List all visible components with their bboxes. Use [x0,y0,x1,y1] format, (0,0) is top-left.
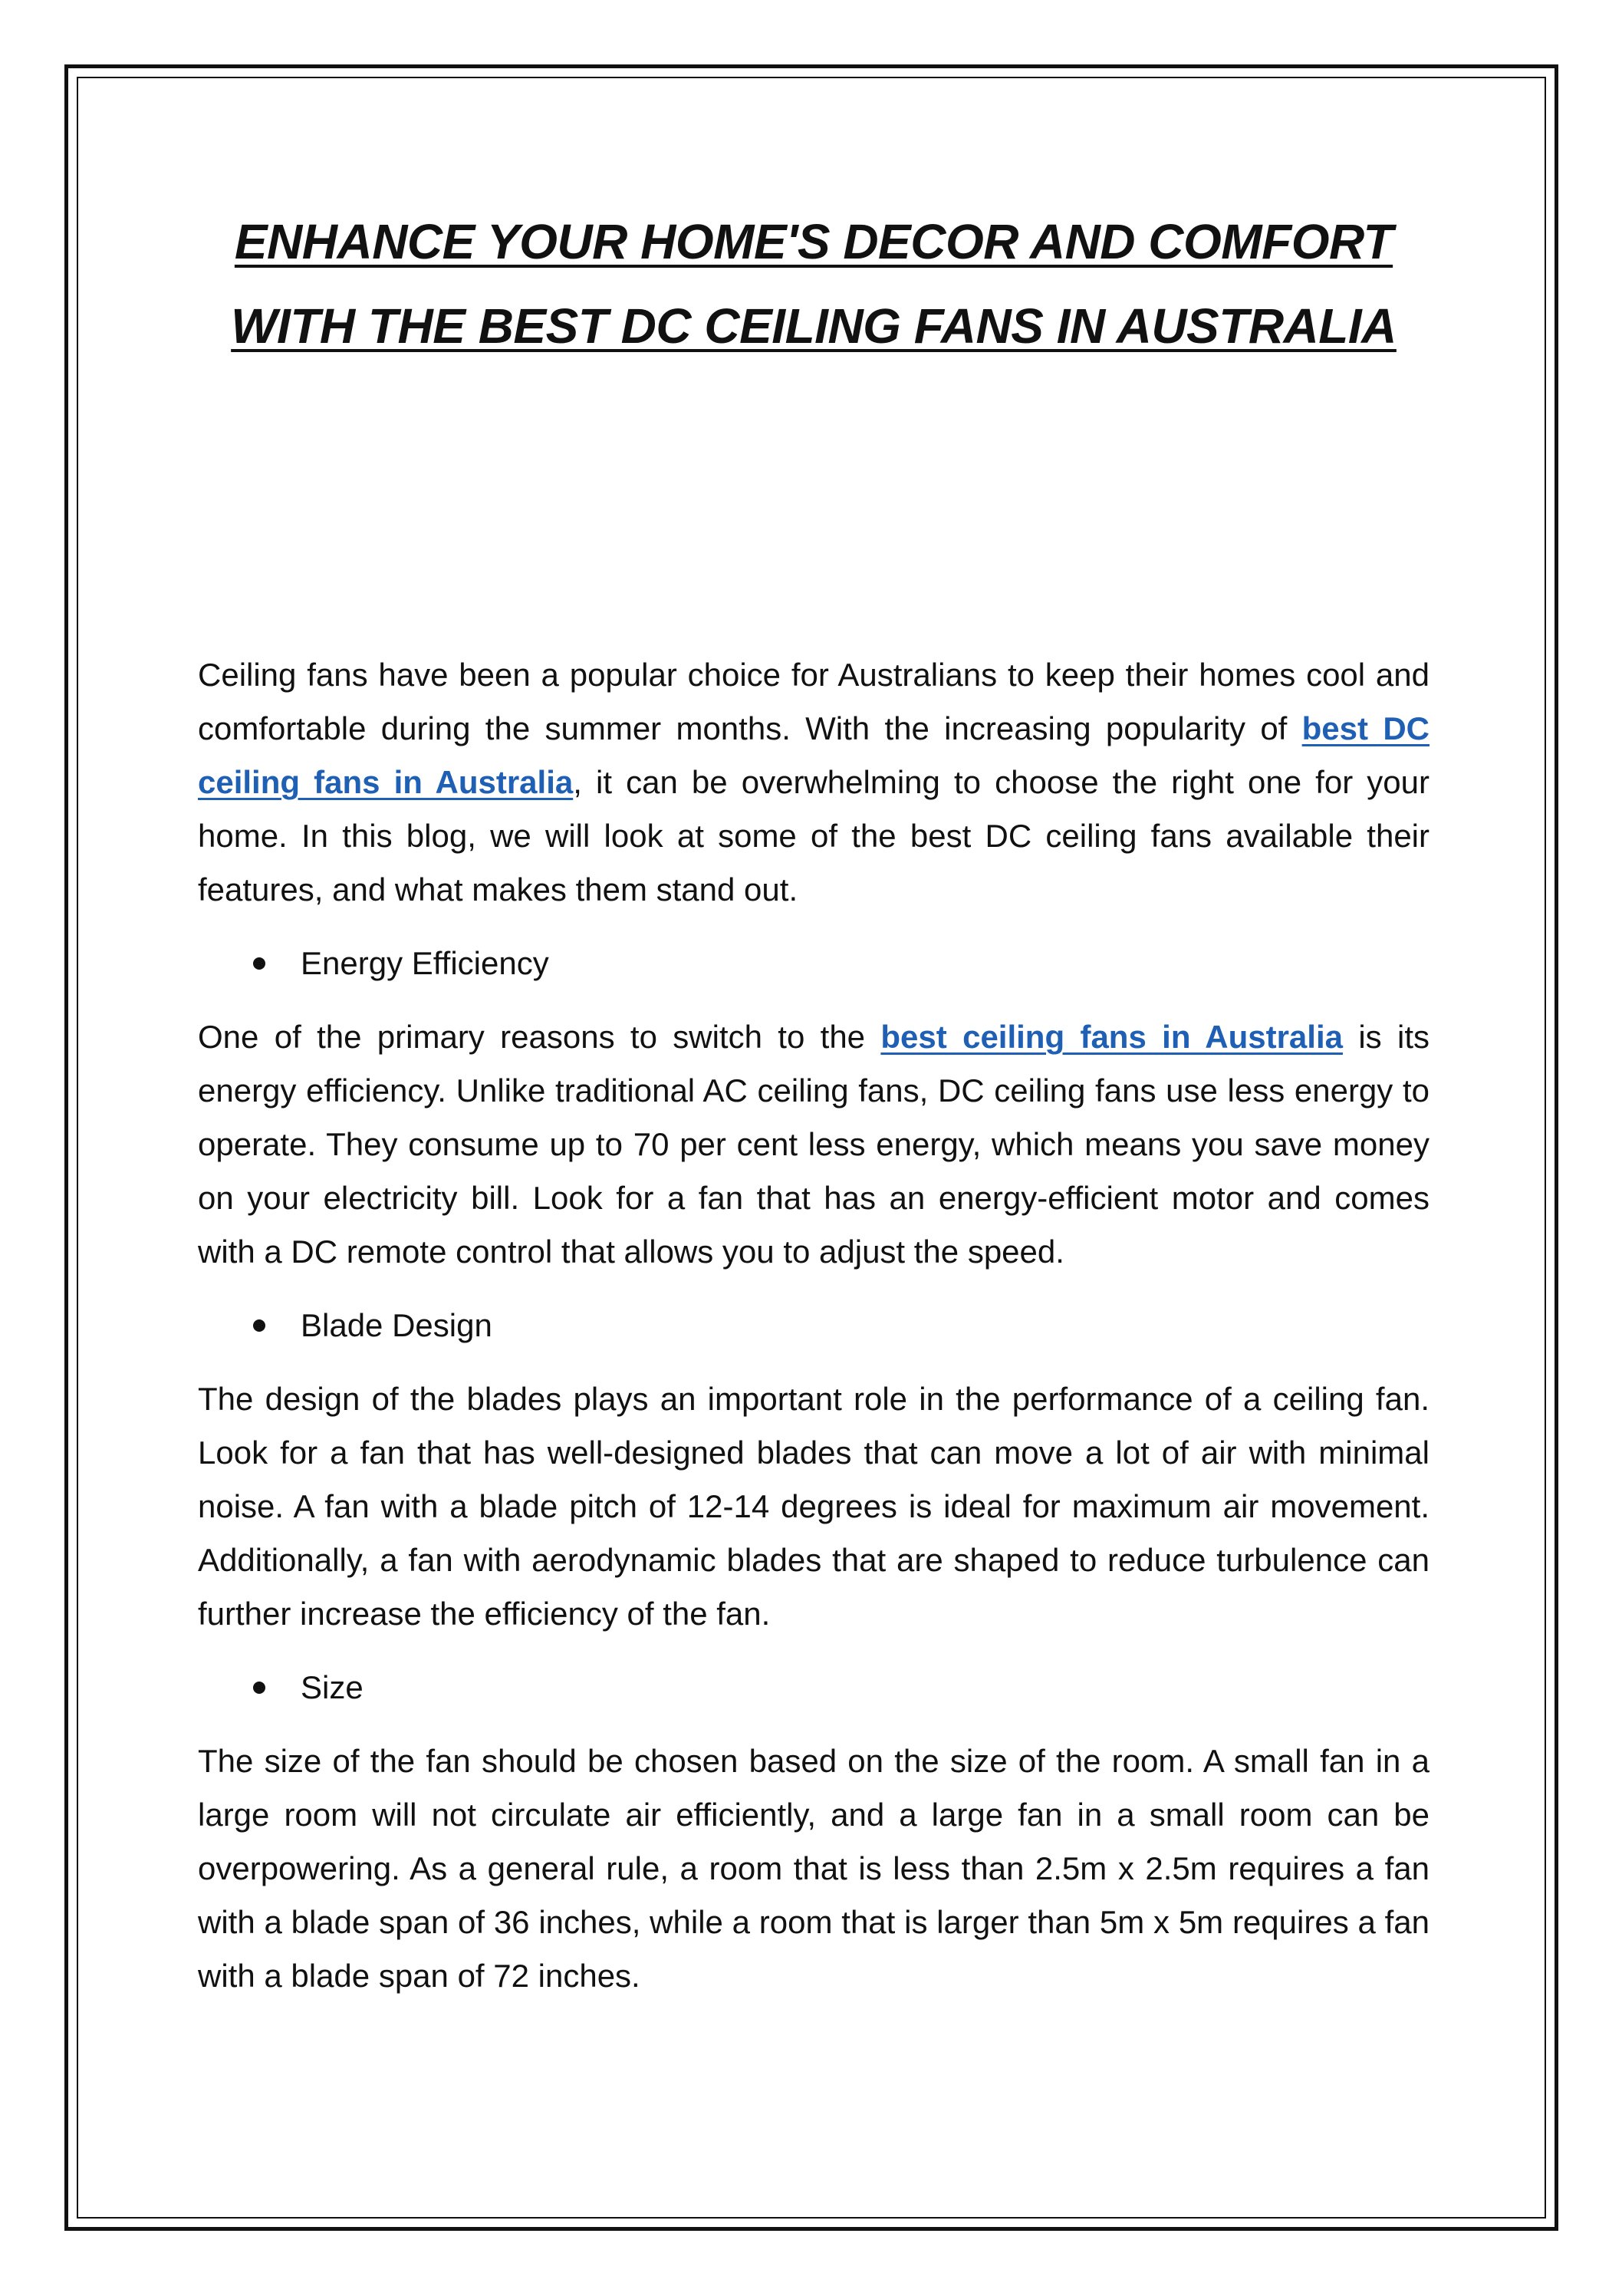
energy-text-2: is its energy efficiency. Unlike traditional AC ceiling fans, DC ceiling fans use less energy to operate. They consume up to 70 per cent less energy, which means you save money on your electricity bill. Look for a fan that has an energy-efficient motor and comes with a DC remote control that allows you to adjust the speed. [198,1019,1430,1270]
energy-efficiency-paragraph [198,1010,1430,1279]
bullet-dot-icon [253,957,265,970]
bullet-size [198,1661,1430,1715]
intro-text-2: , it can be overwhelming to choose the right one for your home. In this blog, we will look at some of the best DC ceiling fans available their features, and what makes them stand out. [198,764,1430,908]
bullet-blade-design [198,1299,1430,1352]
bullet-label: Size [301,1669,364,1705]
bullet-label: Blade Design [301,1307,492,1343]
intro-paragraph [198,648,1430,917]
bullet-label: Energy Efficiency [301,945,549,981]
bullet-dot-icon [253,1682,265,1694]
best-dc-ceiling-fans-link[interactable]: best DC ceiling fans in Australia [198,710,1430,800]
bullet-dot-icon [253,1319,265,1332]
title-line-1: ENHANCE YOUR HOME'S DECOR AND COMFORT [234,214,1393,269]
energy-text-1: One of the primary reasons to switch to the [198,1019,881,1055]
best-ceiling-fans-link[interactable]: best ceiling fans in Australia [880,1019,1343,1055]
document-body [198,199,1430,2003]
blade-design-paragraph: The design of the blades plays an important role in the performance of a ceiling fan. Look for a fan that has well-designed blades that can move a lot of air with minimal noise. A fan with a blade pitch of 12-14 degrees is ideal for maximum air movement. Additionally, a fan with aerodynamic blades that are shaped to reduce turbulence can further increase the efficiency of the fan. [198,1381,1430,1632]
title-line-2: WITH THE BEST DC CEILING FANS IN AUSTRALIA [231,298,1397,354]
size-paragraph: The size of the fan should be chosen based on the size of the room. A small fan in a large room will not circulate air efficiently, and a large fan in a small room can be overpowering. As a general rule, a room that is less than 2.5m x 2.5m requires a fan with a blade span of 36 inches, while a room that is larger than 5m x 5m requires a fan with a blade span of 72 inches. [198,1743,1430,1994]
document-title [198,199,1430,368]
intro-text-1: Ceiling fans have been a popular choice for Australians to keep their homes cool and comfortable during the summer months. With the increasing popularity of [198,657,1430,746]
bullet-energy-efficiency [198,937,1430,990]
